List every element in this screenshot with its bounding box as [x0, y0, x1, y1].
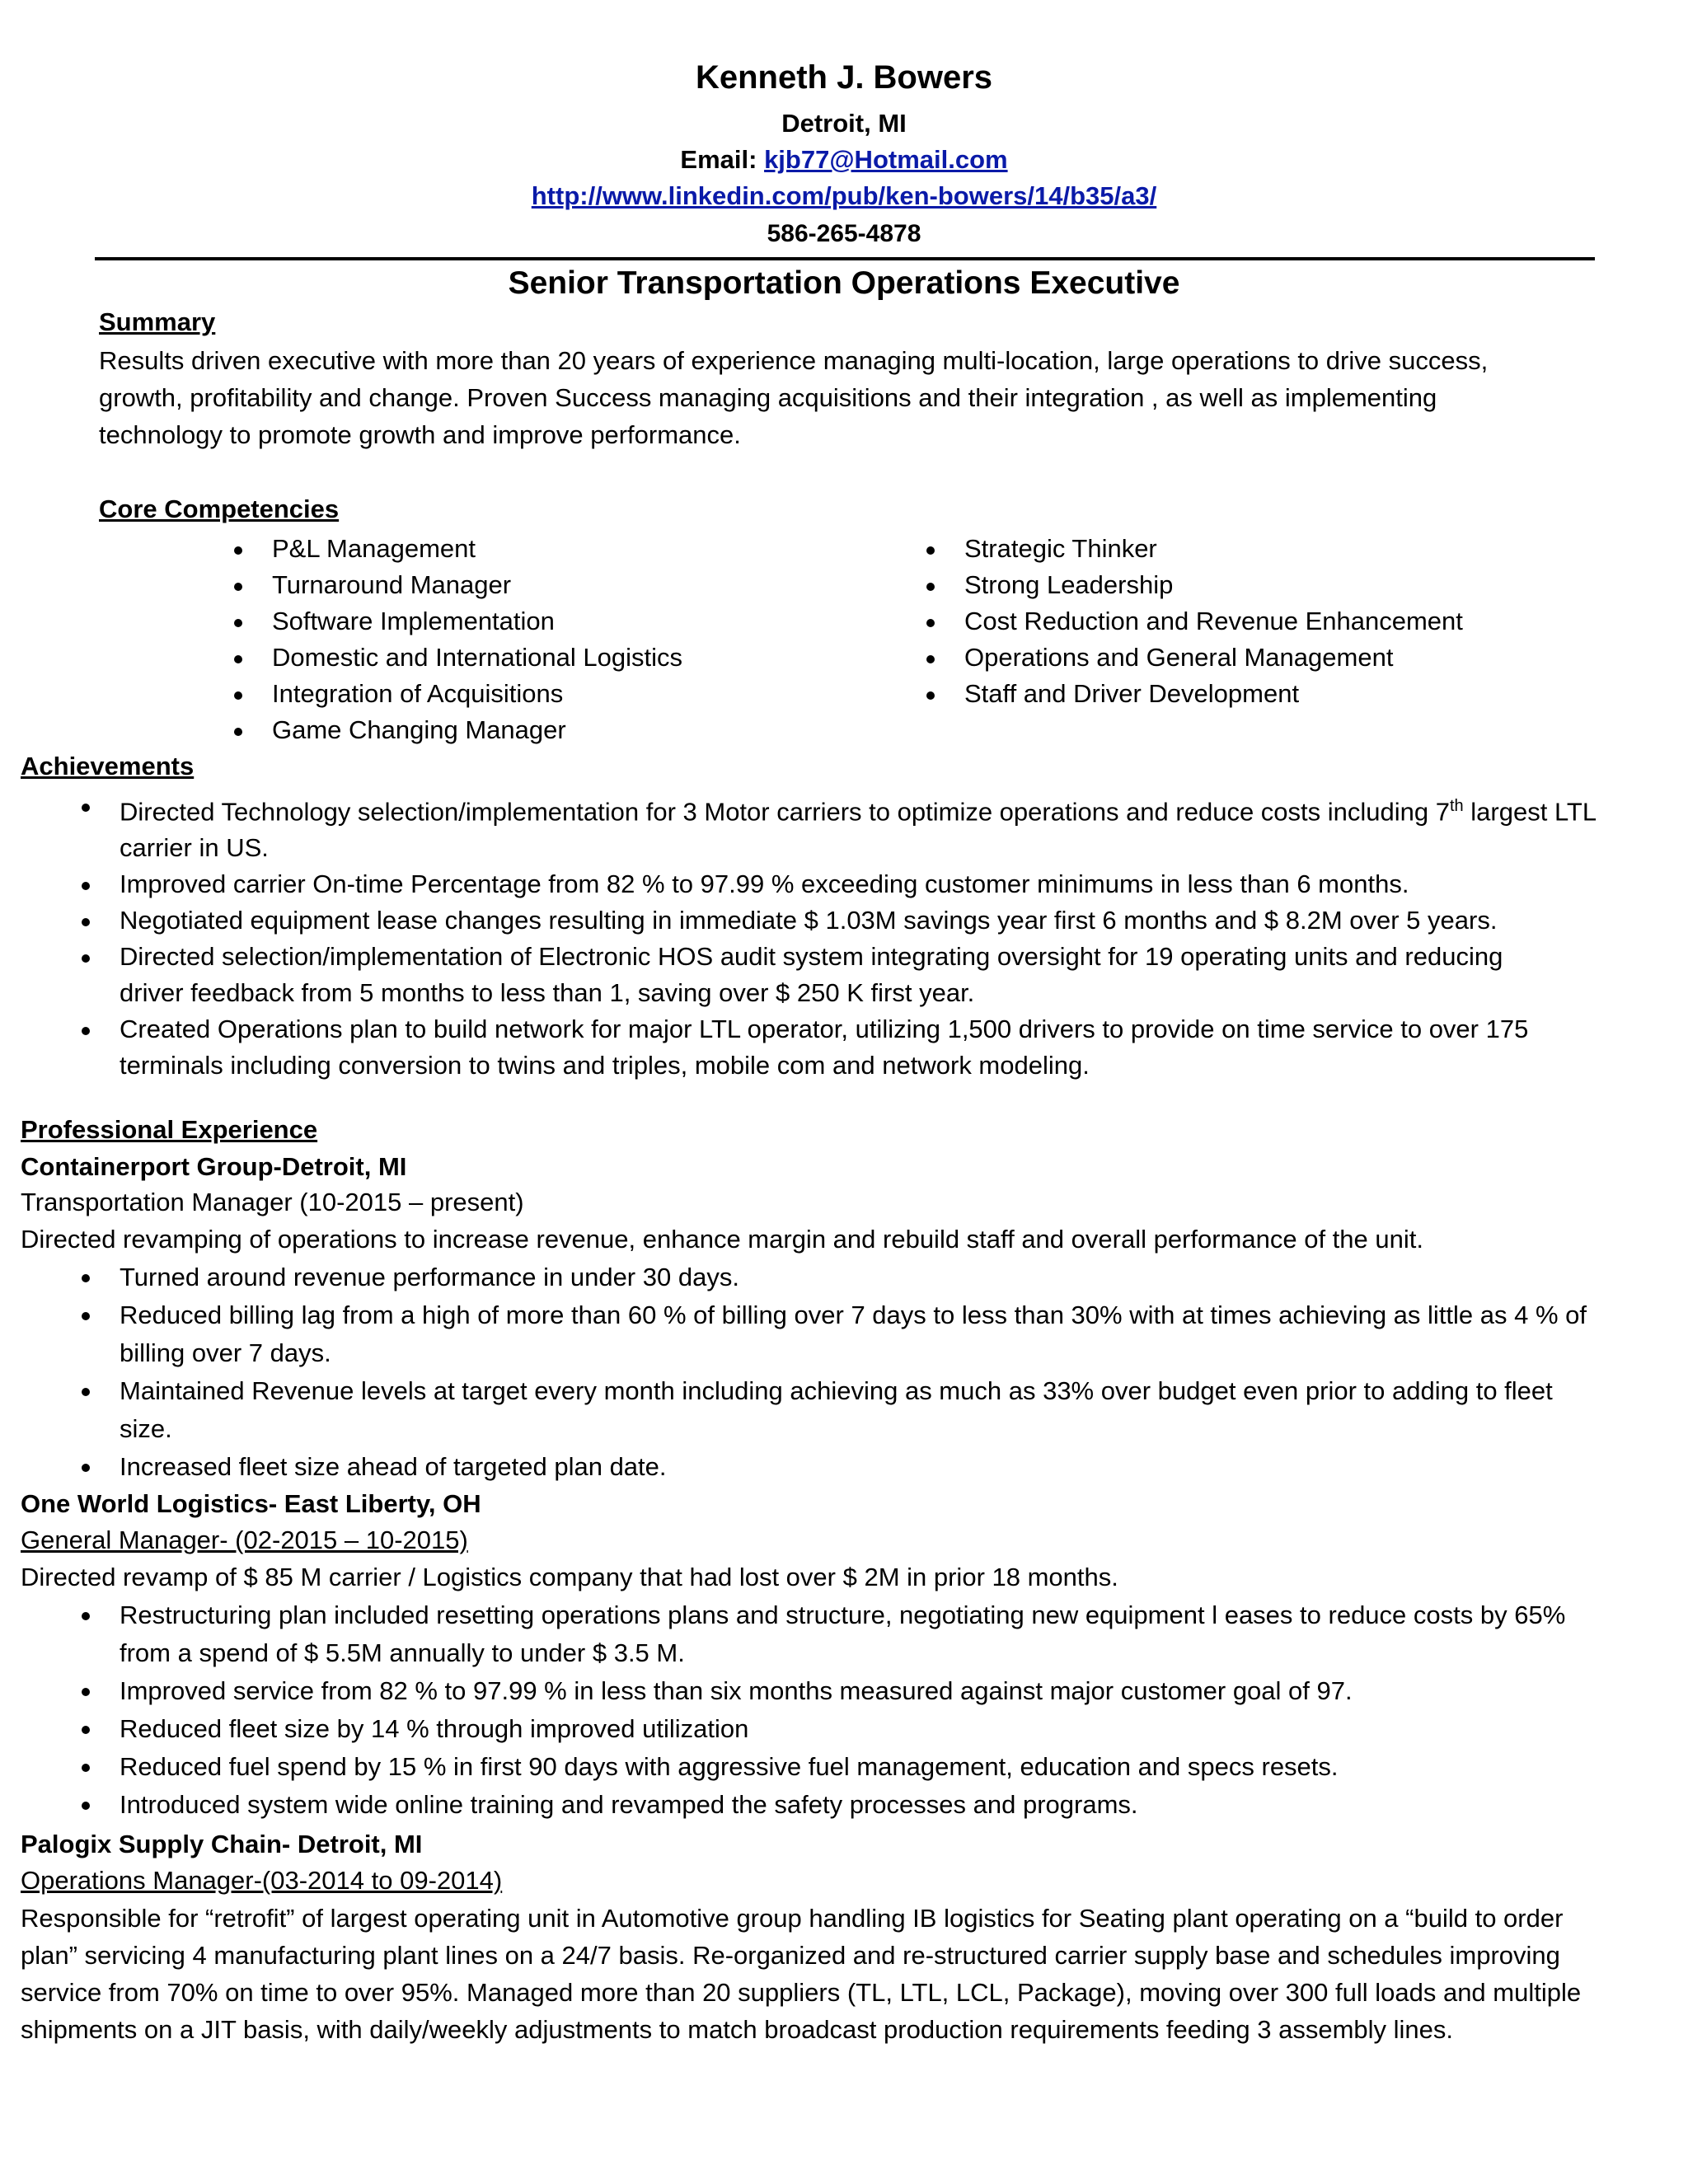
summary-text: Results driven executive with more than 20 years of experience managing multi-location, large operations to drive success, growth, profitability and change. Proven Success managing acquisitions and their integration , as well as implementing technology to promote growth and improve performance.: [99, 346, 1489, 449]
list-item: Restructuring plan included resetting operations plans and structure, negotiating new equipment l eases to reduce costs by 65% from a spend of $ 5.5M annually to under $ 3.5 M.: [120, 1596, 1603, 1672]
list-item: Game Changing Manager: [272, 712, 682, 748]
list-item: P&L Management: [272, 531, 682, 567]
linkedin-line: [0, 181, 1688, 211]
list-item: Improved service from 82 % to 97.99 % in less than six months measured against major customer goal of 97.: [120, 1672, 1603, 1710]
candidate-location: Detroit, MI: [781, 109, 907, 138]
list-item: Operations and General Management: [964, 640, 1463, 676]
list-item: Integration of Acquisitions: [272, 676, 682, 712]
email-link[interactable]: kjb77@Hotmail.com: [764, 145, 1008, 174]
email-label: Email:: [680, 145, 757, 174]
list-item: Introduced system wide online training and revamped the safety processes and programs.: [120, 1786, 1603, 1824]
competencies-right-list: [964, 531, 1463, 712]
job-company: Containerport Group-Detroit, MI: [21, 1152, 407, 1181]
email-line: [0, 145, 1688, 175]
summary-heading: Summary: [99, 307, 216, 336]
job-company: One World Logistics- East Liberty, OH: [21, 1489, 481, 1518]
list-item: Increased fleet size ahead of targeted plan date.: [120, 1448, 1603, 1486]
candidate-name: Kenneth J. Bowers: [695, 59, 993, 96]
competencies-left-list: [272, 531, 682, 748]
achievement-item: Improved carrier On-time Percentage from 82 % to 97.99 % exceeding customer minimums in less than 6 months.: [120, 866, 1603, 902]
job-bullets: [120, 1258, 1603, 1486]
experience-heading: Professional Experience: [21, 1115, 318, 1144]
job-title: Transportation Manager (10-2015 – present): [21, 1188, 524, 1216]
list-item: Turnaround Manager: [272, 567, 682, 603]
job-description: Responsible for “retrofit” of largest operating unit in Automotive group handling IB logistics for Seating plant operating on a “build to order plan” servicing 4 manufacturing plant lines on a 24/7 basis. Re-organized and re-structured carrier supply base and schedules improving service from 70% on time to over 95%. Managed more than 20 suppliers (TL, LTL, LCL, Package), moving over 300 full loads and multiple shipments on a JIT basis, with daily/weekly adjustments to match broadcast production requirements feeding 3 assembly lines.: [21, 1904, 1582, 2044]
job-company: Palogix Supply Chain- Detroit, MI: [21, 1830, 423, 1858]
achievements-list: [120, 788, 1603, 1084]
job-description: Directed revamp of $ 85 M carrier / Logistics company that had lost over $ 2M in prior 18 months.: [21, 1563, 1118, 1591]
job-description: Directed revamping of operations to increase revenue, enhance margin and rebuild staff and overall performance of the unit.: [21, 1225, 1423, 1254]
achievement-item: Directed Technology selection/implementation for 3 Motor carriers to optimize operations and reduce costs including 7th largest LTL carrier in US.: [120, 788, 1603, 866]
list-item: Turned around revenue performance in under 30 days.: [120, 1258, 1603, 1296]
list-item: Maintained Revenue levels at target every month including achieving as much as 33% over budget even prior to adding to fleet size.: [120, 1372, 1603, 1448]
list-item: Reduced fleet size by 14 % through improved utilization: [120, 1710, 1603, 1748]
achievements-heading: Achievements: [21, 752, 195, 780]
linkedin-link[interactable]: http://www.linkedin.com/pub/ken-bowers/14/b35/a3/: [531, 181, 1157, 210]
candidate-phone: 586-265-4878: [767, 220, 921, 247]
job-title: General Manager- (02-2015 – 10-2015): [21, 1526, 468, 1554]
achievement-item: Directed selection/implementation of Electronic HOS audit system integrating oversight for 19 operating units and reducing driver feedback from 5 months to less than 1, saving over $ 250 K first year.: [120, 939, 1537, 1011]
job-bullets: [120, 1596, 1603, 1824]
list-item: Staff and Driver Development: [964, 676, 1463, 712]
job-title: Operations Manager-(03-2014 to 09-2014): [21, 1866, 503, 1895]
competencies-heading: Core Competencies: [99, 494, 340, 523]
header-divider: [95, 257, 1595, 260]
achievement-item: Created Operations plan to build network for major LTL operator, utilizing 1,500 drivers to provide on time service to over 175 terminals including conversion to twins and triples, mobile com and network modeling.: [120, 1011, 1537, 1084]
list-item: Reduced fuel spend by 15 % in first 90 days with aggressive fuel management, education and specs resets.: [120, 1748, 1603, 1786]
list-item: Cost Reduction and Revenue Enhancement: [964, 603, 1463, 640]
list-item: Reduced billing lag from a high of more than 60 % of billing over 7 days to less than 30% with at times achieving as little as 4 % of billing over 7 days.: [120, 1296, 1603, 1372]
list-item: Strategic Thinker: [964, 531, 1463, 567]
headline: Senior Transportation Operations Executive: [508, 265, 1180, 301]
list-item: Domestic and International Logistics: [272, 640, 682, 676]
list-item: Strong Leadership: [964, 567, 1463, 603]
list-item: Software Implementation: [272, 603, 682, 640]
achievement-item: Negotiated equipment lease changes resulting in immediate $ 1.03M savings year first 6 months and $ 8.2M over 5 years.: [120, 902, 1537, 939]
